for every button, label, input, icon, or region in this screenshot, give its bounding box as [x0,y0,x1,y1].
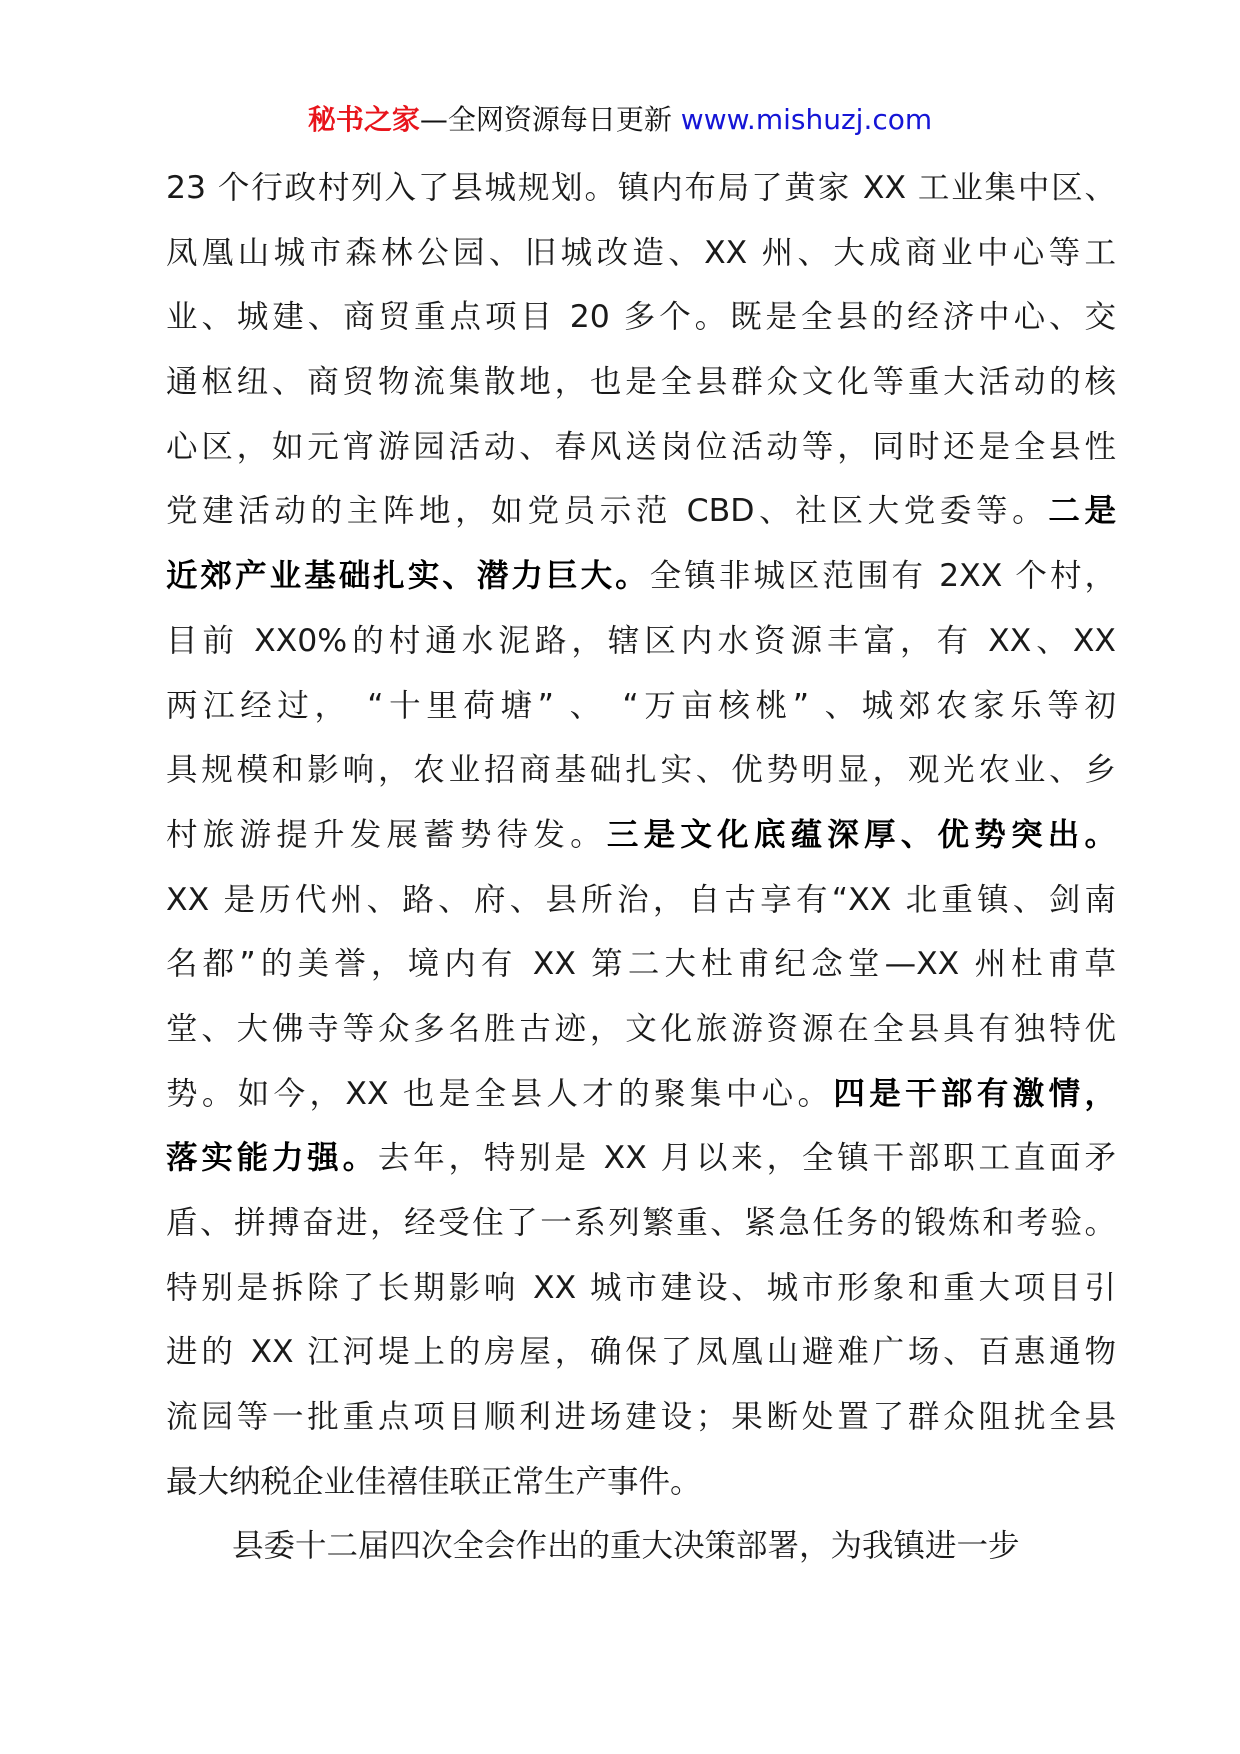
paragraph-start-line: 县委十二届四次全会作出的重大决策部署，为我镇进一步 [232,1528,1020,1565]
brand-name: 秘书之家 [307,103,420,136]
text-line: 最大纳税企业佳禧佳联正常生产事件。 [166,1463,702,1500]
text-line: 具规模和影响，农业招商基础扎实、优势明显，观光农业、乡 [166,752,1116,789]
text-line: 业、城建、商贸重点项目 20 多个。既是全县的经济中心、交 [166,299,1116,336]
text-line: 23 个行政村列入了县城规划。镇内布局了黄家 XX 工业集中区、 [166,170,1116,206]
text-line: 目前 XX0%的村通水泥路，辖区内水资源丰富，有 XX、XX [166,622,1116,659]
text-line: 通枢纽、商贸物流集散地，也是全县群众文化等重大活动的核 [166,364,1116,401]
document-body [166,164,1116,1587]
text-line [166,1134,1116,1199]
text-line [166,1070,1116,1135]
text-line: 凤凰山城市森林公园、旧城改造、XX 州、大成商业中心等工 [166,234,1116,271]
text-line: 盾、拼搏奋进，经受住了一系列繁重、紧急任务的锻炼和考验。 [166,1205,1116,1241]
text-line: 流园等一批重点项目顺利进场建设；果断处置了群众阻扰全县 [166,1399,1116,1436]
text-line: 名都”的美誉，境内有 XX 第二大杜甫纪念堂—XX 州杜甫草 [166,946,1116,983]
bold-heading-run: 二是 [1048,493,1116,530]
bold-heading-run: 三是文化底蕴深厚、优势突出。 [606,816,1116,853]
text-run: 势。如今，XX 也是全县人才的聚集中心。 [166,1075,834,1112]
bold-heading-run: 四是干部有激情， [833,1075,1116,1112]
text-line: 心区，如元宵游园活动、春风送岗位活动等，同时还是全县性 [166,428,1116,465]
text-run: 党建活动的主阵地，如党员示范 CBD、社区大党委等。 [166,493,1049,530]
text-run: 去年，特别是 XX 月以来，全镇干部职工直面矛 [377,1140,1116,1177]
text-run: 村旅游提升发展蓄势待发。 [166,816,607,853]
text-line: 堂、大佛寺等众多名胜古迹，文化旅游资源在全县具有独特优 [166,1010,1116,1047]
page-header [0,100,1240,140]
site-url-link[interactable]: www.mishuzj.com [680,103,933,136]
text-line: 特别是拆除了长期影响 XX 城市建设、城市形象和重大项目引 [166,1269,1116,1306]
bold-heading-run: 落实能力强。 [166,1140,378,1177]
text-line [166,552,1116,617]
text-run: 全镇非城区范围有 2XX 个村， [649,558,1116,595]
text-line: 进的 XX 江河堤上的房屋，确保了凤凰山避难广场、百惠通物 [166,1334,1116,1371]
text-line: 两江经过， “十里荷塘” 、 “万亩核桃” 、城郊农家乐等初 [166,687,1116,724]
header-slogan: —全网资源每日更新 [419,103,672,136]
text-line [166,811,1116,876]
bold-heading-run: 近郊产业基础扎实、潜力巨大。 [166,558,650,595]
text-line: XX 是历代州、路、府、县所治，自古享有“XX 北重镇、剑南 [166,881,1116,918]
text-line [166,487,1116,552]
